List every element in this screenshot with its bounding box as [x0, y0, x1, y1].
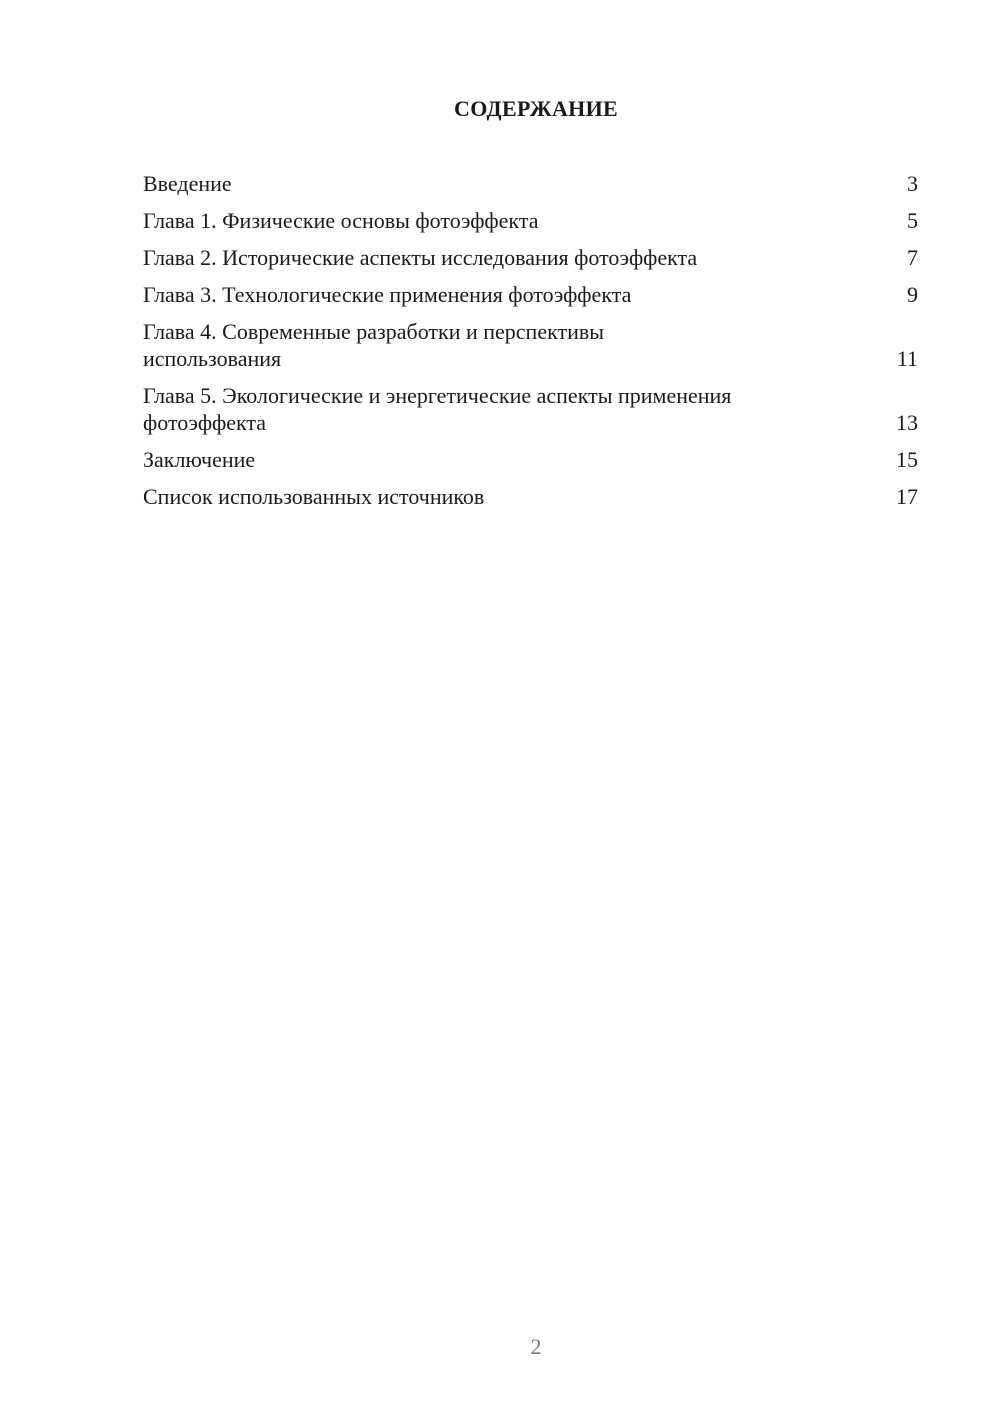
- toc-entry-chapter-4[interactable]: [143, 318, 918, 372]
- toc-entry-conclusion[interactable]: [143, 446, 918, 473]
- page-number: 2: [530, 1334, 542, 1359]
- toc-entry-page: 3: [907, 171, 918, 196]
- toc-entry-label: Глава 1. Физические основы фотоэффекта: [143, 208, 539, 233]
- toc-entry-page: 17: [896, 484, 918, 509]
- toc-entry-page: 15: [896, 447, 918, 472]
- toc-title: СОДЕРЖАНИЕ: [454, 96, 618, 121]
- toc-entry-label: Список использованных источников: [143, 484, 485, 509]
- toc-entry-label: Глава 4. Современные разработки и перспективы использования: [143, 319, 605, 371]
- toc-entry-references[interactable]: [143, 483, 918, 510]
- toc-entry-page: 5: [907, 208, 918, 233]
- toc-entry-introduction[interactable]: [143, 170, 918, 197]
- toc-entry-label: Введение: [143, 171, 232, 196]
- toc-entry-label: Заключение: [143, 447, 256, 472]
- toc-entry-chapter-5[interactable]: [143, 382, 918, 436]
- toc-entry-label: Глава 5. Экологические и энергетические аспекты применения фотоэффекта: [143, 383, 732, 435]
- toc-entry-page: 13: [896, 410, 918, 435]
- toc-entry-label: Глава 2. Исторические аспекты исследования фотоэффекта: [143, 245, 698, 270]
- toc-entry-label: Глава 3. Технологические применения фотоэффекта: [143, 282, 632, 307]
- toc-entry-page: 11: [896, 346, 918, 371]
- toc-entry-chapter-3[interactable]: [143, 281, 918, 308]
- table-of-contents: [143, 170, 918, 520]
- toc-entry-page: 7: [907, 245, 918, 270]
- toc-entry-page: 9: [907, 282, 918, 307]
- toc-entry-chapter-2[interactable]: [143, 244, 918, 271]
- toc-entry-chapter-1[interactable]: [143, 207, 918, 234]
